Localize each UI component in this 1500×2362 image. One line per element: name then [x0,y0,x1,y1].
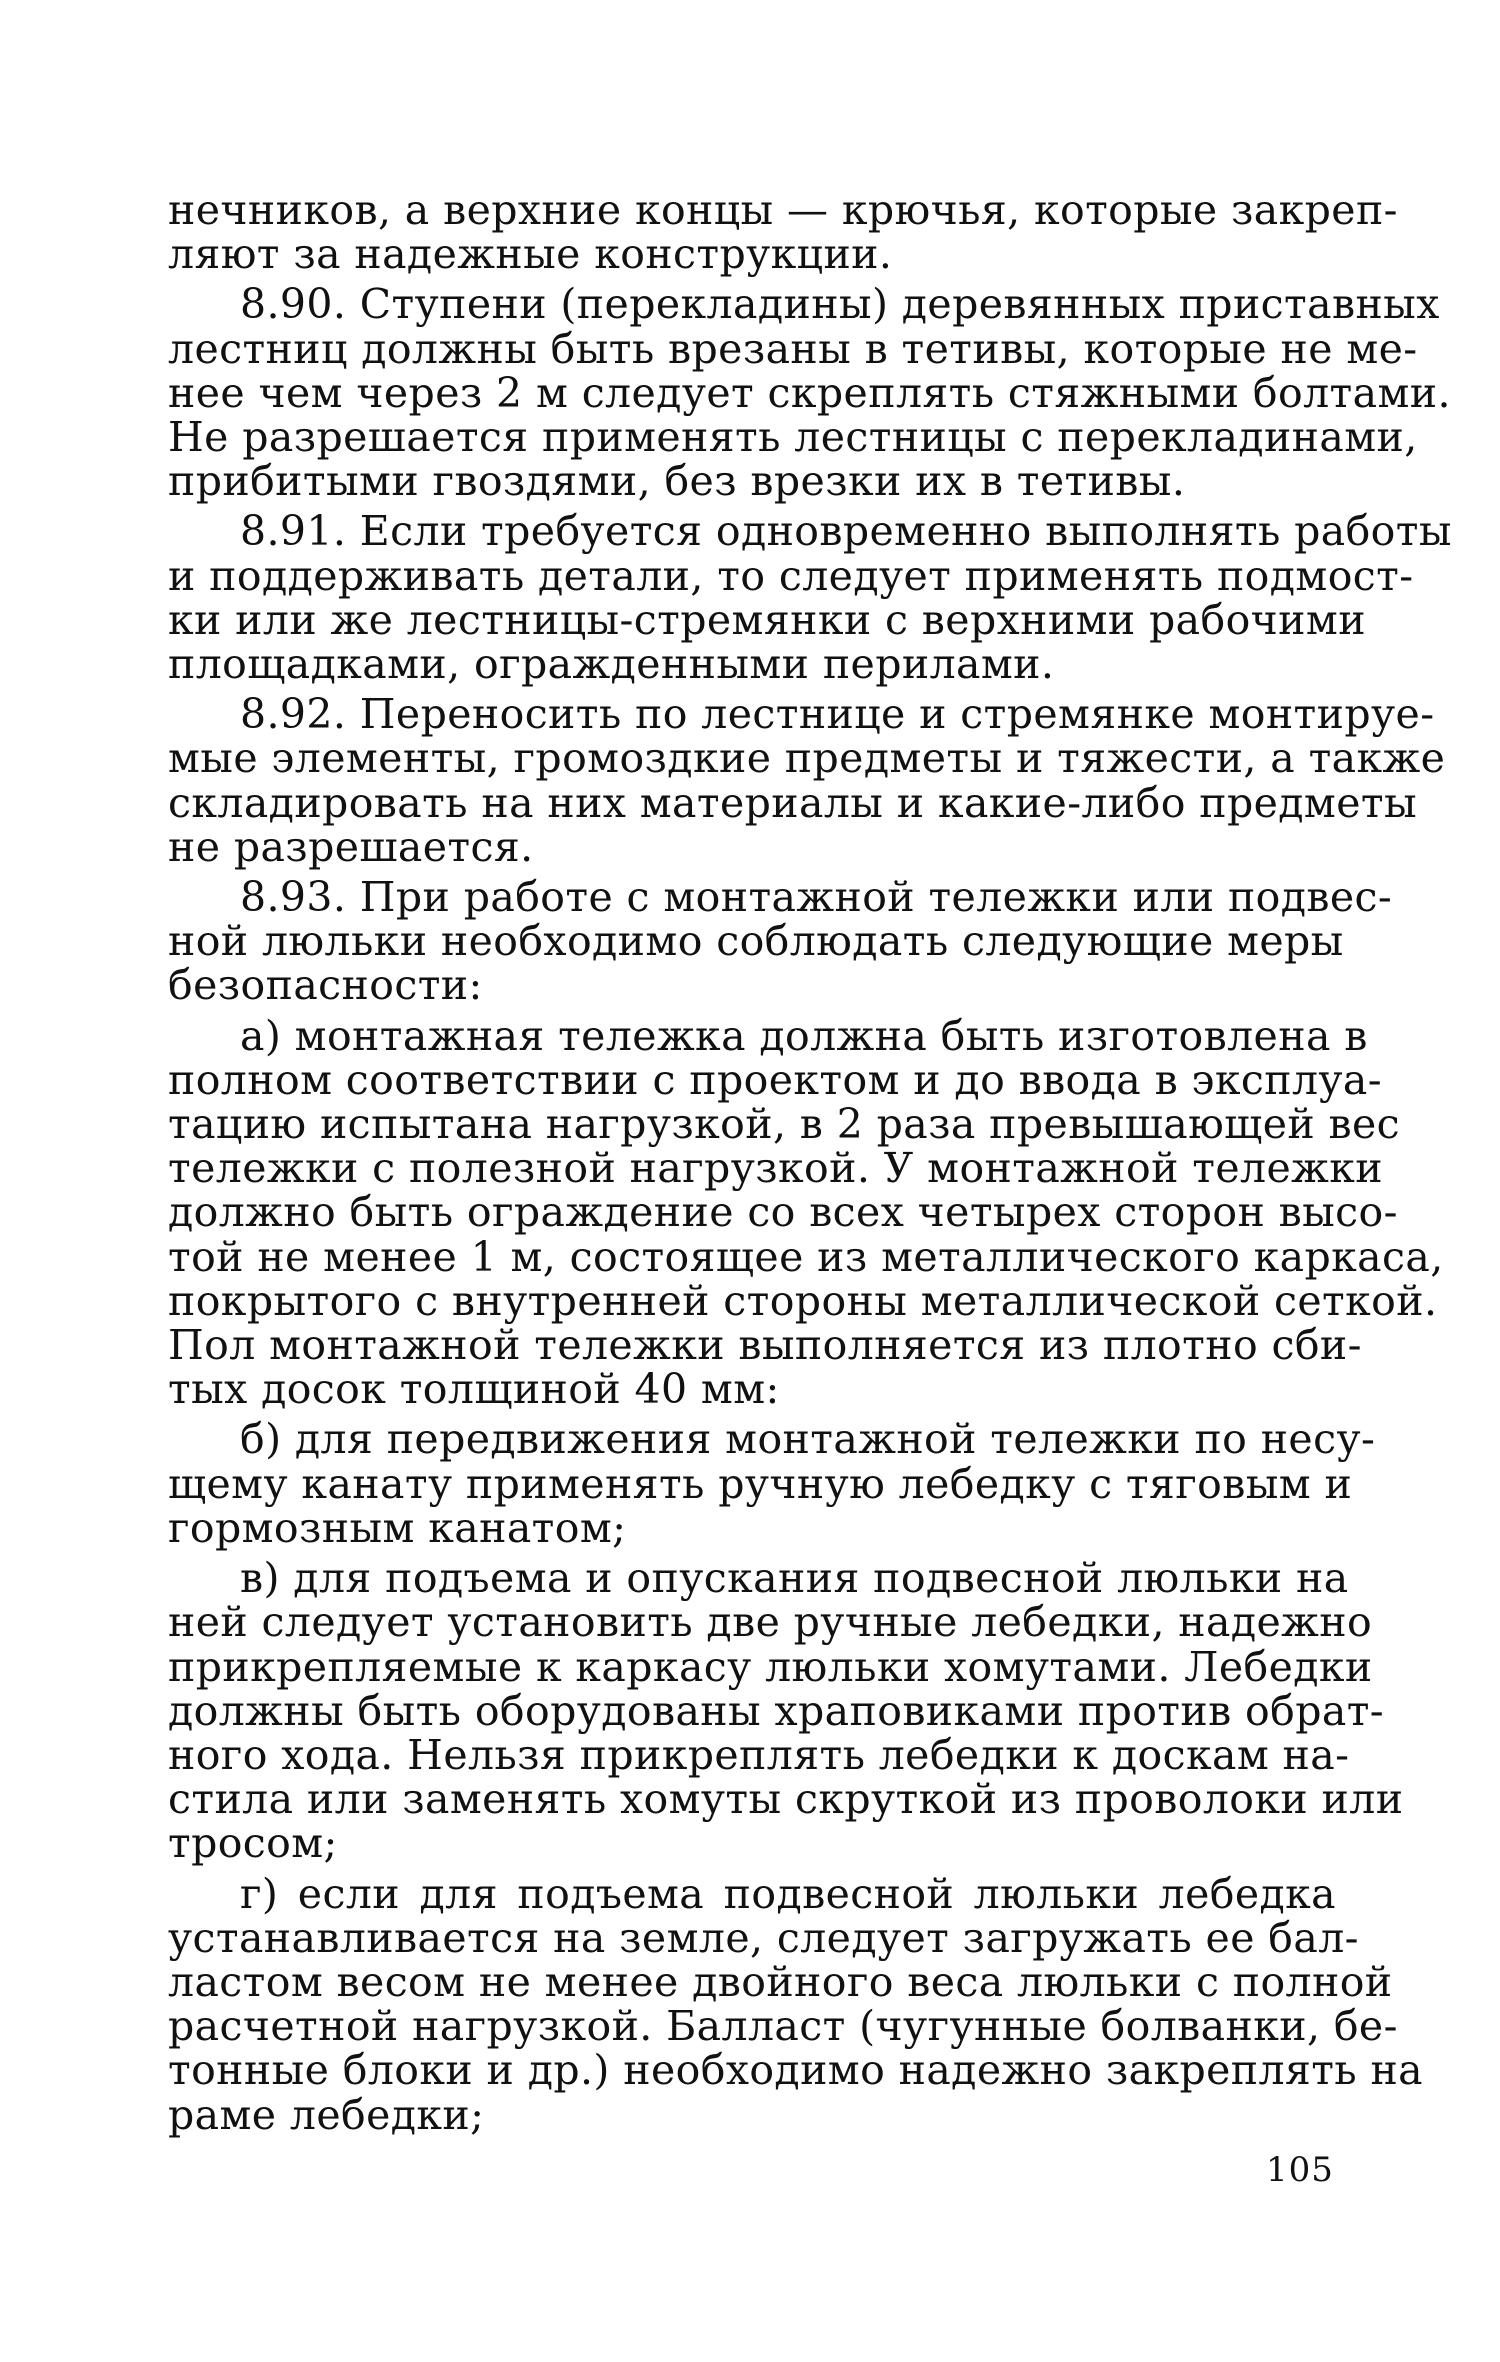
text-line: гормозным канатом; [168,1503,627,1552]
text-line: площадками, огражденными перилами. [168,640,1055,689]
text-line: и поддерживать детали, то следует применять подмост- [168,551,1414,600]
text-line: 8.91. Если требуется одновременно выполнять работы [240,507,1452,556]
text-line: ластом весом не менее двойного веса люльки с полной [168,1957,1393,2006]
text-line: ней следует установить две ручные лебедки, надежно [168,1598,1373,1647]
paragraph-continuation [168,186,1398,279]
list-item-b [168,1415,1376,1552]
text-line: раме лебедки; [168,2090,485,2139]
text-line: щему канату применять ручную лебедку с тяговым и [168,1459,1353,1508]
paragraph-8-92 [168,690,1446,871]
text-line: прибитыми гвоздями, без врезки их в тетивы. [168,457,1186,506]
text-line: мые элементы, громоздкие предметы и тяжести, а также [168,734,1446,783]
text-line: б) для передвижения монтажной тележки по несу- [240,1415,1376,1464]
text-line: нечников, а верхние концы — крючья, которые закреп- [168,186,1398,234]
text-line: стила или заменять хомуты скруткой из проволоки или [168,1775,1404,1824]
page-number: 105 [1266,2150,1334,2190]
text-line: безопасности: [168,961,483,1010]
text-line: тележки с полезной нагрузкой. У монтажной тележки [168,1144,1383,1193]
text-line: складировать на них материалы и какие-либо предметы [168,778,1417,827]
text-line: Не разрешается применять лестницы с перекладинами, [168,413,1418,462]
text-line: покрытого с внутренней стороны металлической сеткой. [168,1276,1438,1325]
text-line: устанавливается на земле, следует загружать ее бал- [168,1913,1359,1962]
text-line: 8.92. Переносить по лестнице и стремянке монтируе- [240,690,1435,739]
text-line: тонные блоки и др.) необходимо надежно закреплять на [168,2046,1424,2095]
text-line: 8.90. Ступени (перекладины) деревянных приставных [240,280,1440,329]
text-line: нее чем через 2 м следует скреплять стяжными болтами. [168,368,1451,417]
text-line: должны быть оборудованы храповиками против обрат- [168,1686,1385,1735]
text-line: тых досок толщиной 40 мм: [168,1365,780,1414]
paragraph-8-90 [168,280,1451,506]
text-line: ляют за надежные конструкции. [168,230,893,279]
text-line: ного хода. Нельзя прикреплять лебедки к доскам на- [168,1730,1350,1779]
text-line: не разрешается. [168,822,534,871]
paragraph-8-93 [168,873,1393,1010]
text-line: ной люльки необходимо соблюдать следующие меры [168,917,1344,966]
text-line: полном соответствии с проектом и до ввода в эксплуа- [168,1055,1383,1104]
text-line: той не менее 1 м, состоящее из металлического каркаса, [168,1232,1444,1281]
page-body [168,186,1452,2139]
text-line: а) монтажная тележка должна быть изготовлена в [240,1011,1368,1060]
text-line: тросом; [168,1819,338,1868]
text-line: лестниц должны быть врезаны в тетивы, которые не ме- [168,324,1418,373]
text-line: ки или же лестницы-стремянки с верхними рабочими [168,595,1366,644]
paragraph-8-91 [168,507,1452,689]
text-line: расчетной нагрузкой. Балласт (чугунные болванки, бе- [168,2002,1398,2051]
text-line: прикрепляемые к каркасу люльки хомутами. Лебедки [168,1642,1373,1691]
list-item-a [168,1011,1444,1414]
text-line: Пол монтажной тележки выполняется из плотно сби- [168,1321,1362,1370]
list-item-g [168,1869,1424,2139]
text-line: тацию испытана нагрузкой, в 2 раза превышающей вес [168,1100,1401,1149]
text-line: г) если для подъема подвесной люльки лебедка [240,1869,1336,1918]
list-item-v [168,1554,1404,1868]
text-line: 8.93. При работе с монтажной тележки или подвес- [240,873,1393,922]
text-line: должно быть ограждение со всех четырех сторон высо- [168,1188,1398,1237]
text-line: в) для подъема и опускания подвесной люльки на [240,1554,1349,1603]
